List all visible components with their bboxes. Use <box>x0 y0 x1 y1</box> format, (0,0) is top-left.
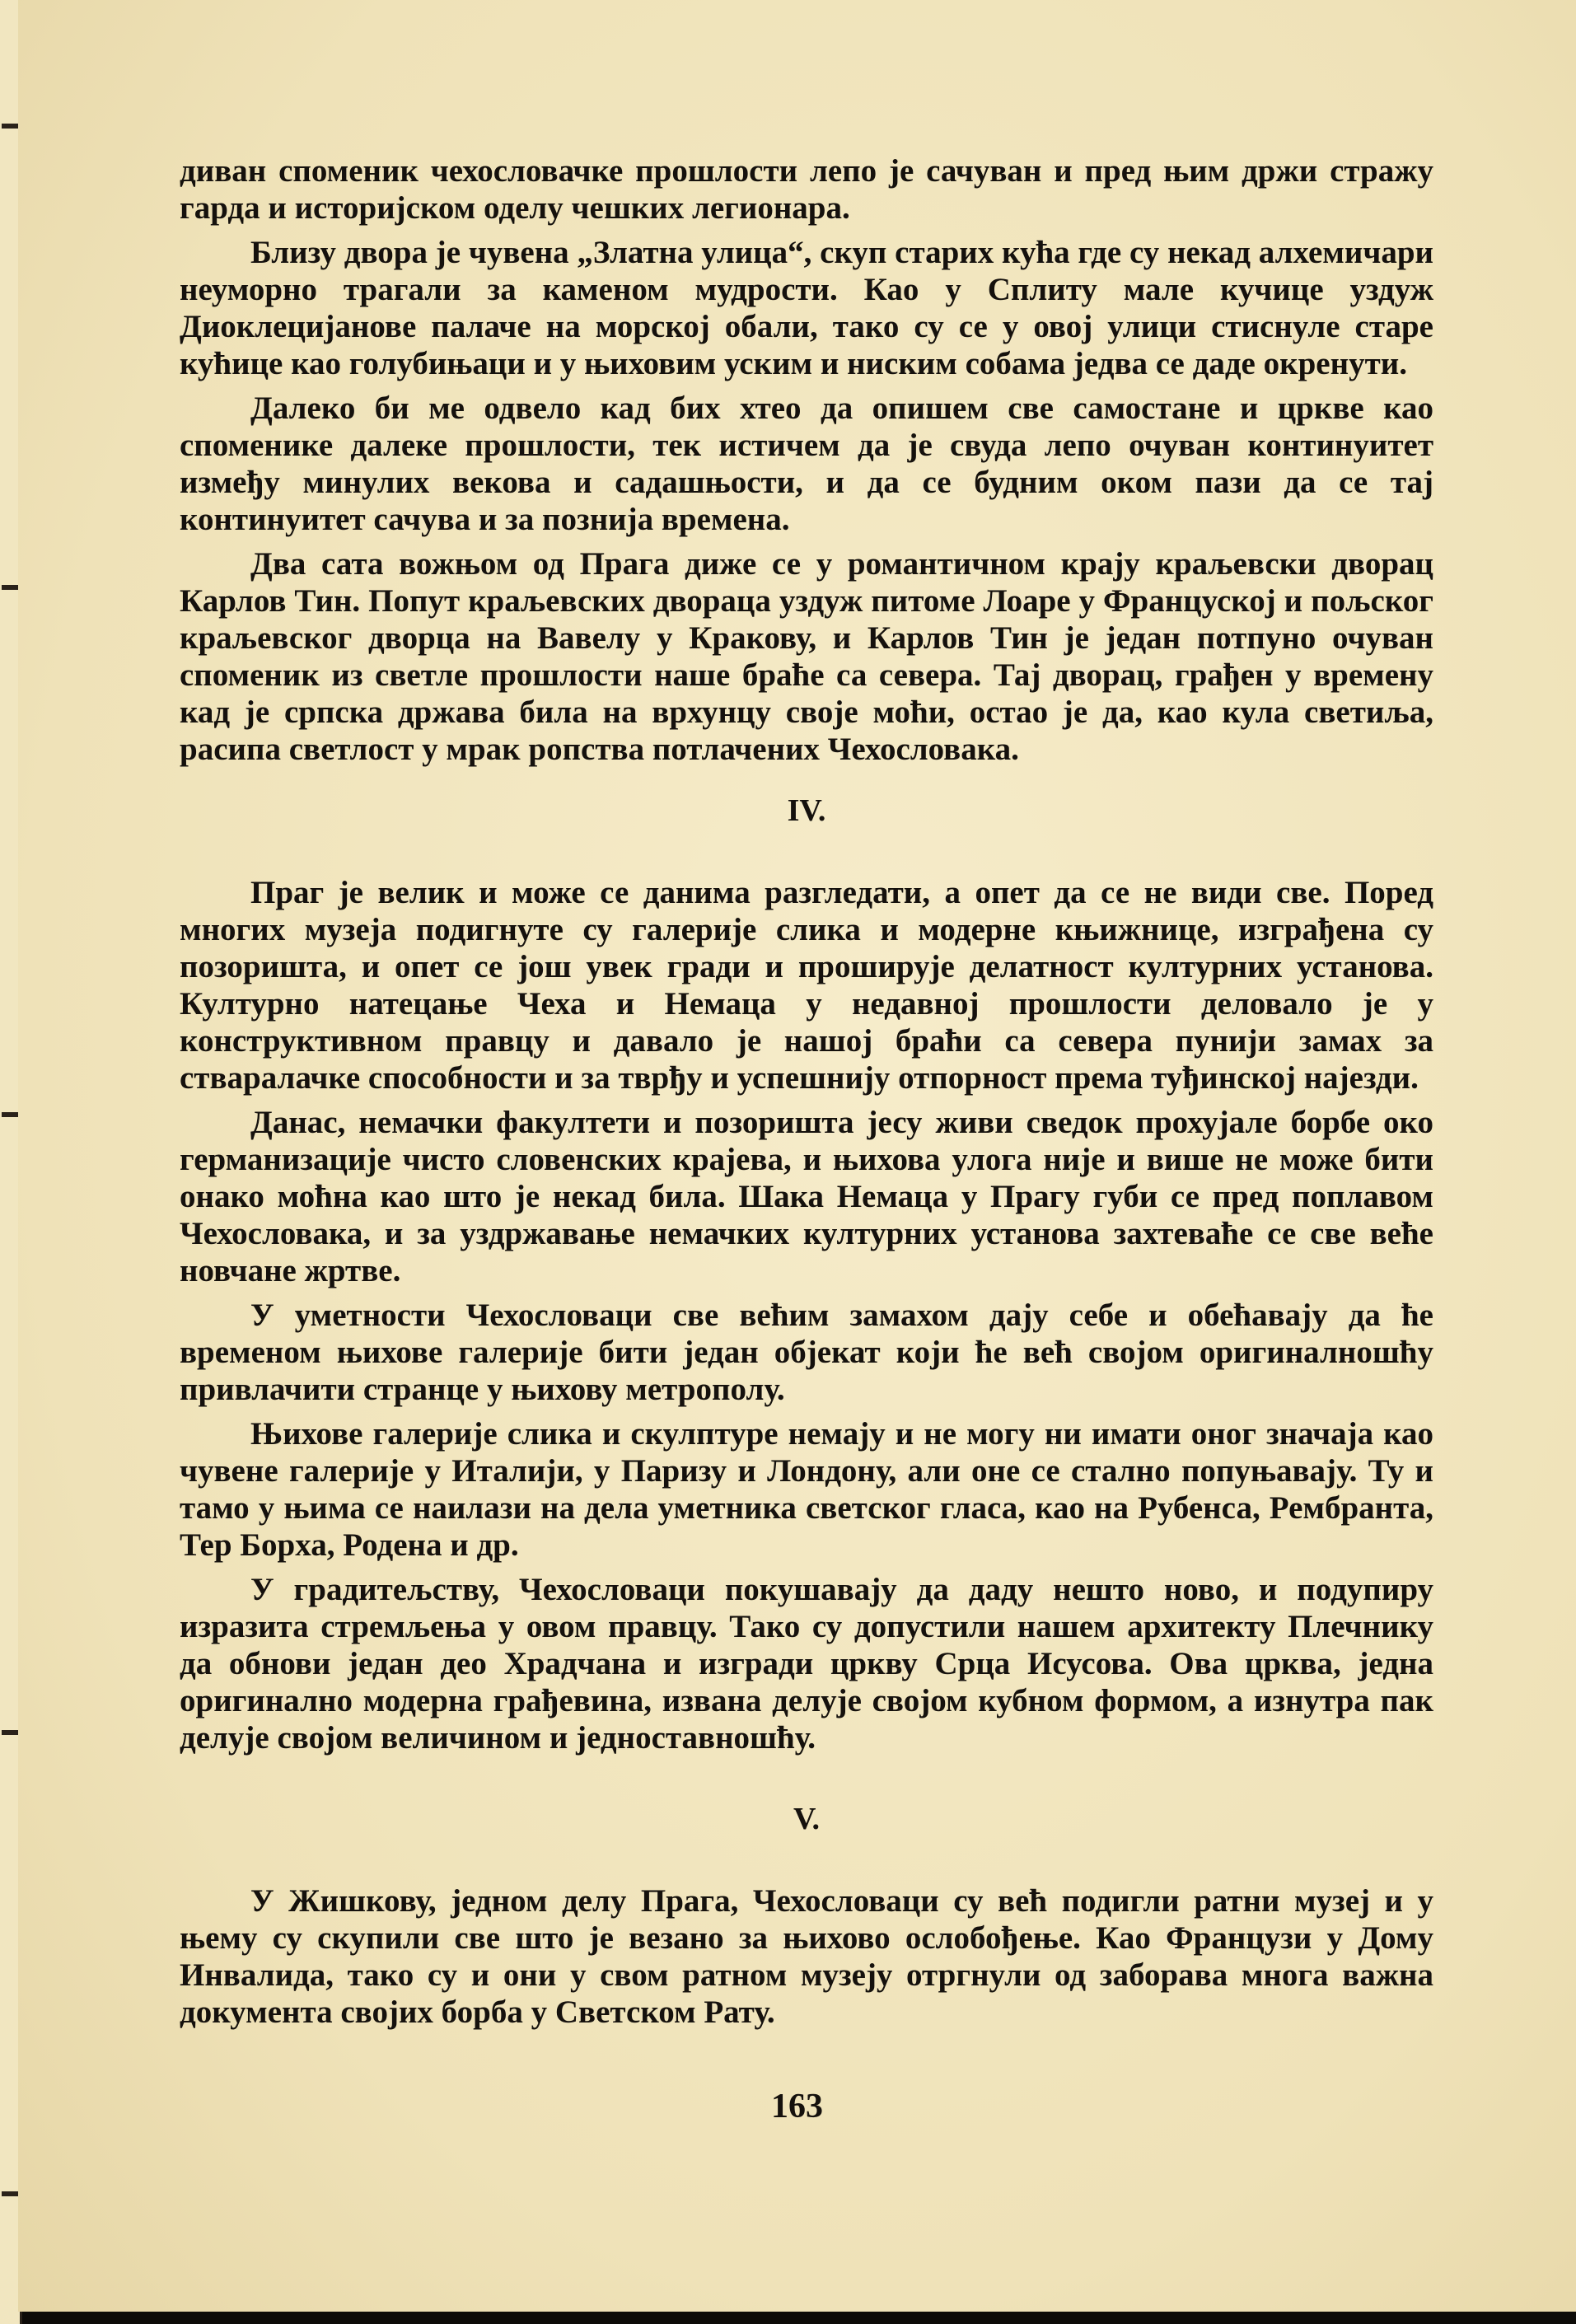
page-number: 163 <box>771 2088 823 2125</box>
paragraph: Далеко би ме одвело кад бих хтео да опишем све самостане и цркве као споменике далеке прошлости, тек истичем да је свуда лепо очуван континуитет између минулих векова и садашњости, и да се будним оком пази да се тај континуитет сачува и за познија времена. <box>180 390 1433 537</box>
book-page <box>18 0 1576 2312</box>
paragraph: Праг је велик и може се данима разгледати, а опет да се не види све. Поред многих музеја подигнуте су галерије слика и модерне књижнице, изграђена су позоришта, и опет се још увек гради и проширује делатност културних установа. Културно натецање Чеха и Немаца у недавној прошлости деловало је у конструктивном правцу и давало је нашој браћи са севера пунији замах за стваралачке способности и за тврђу и успешнију отпорност према туђинској најезди. <box>180 875 1433 1096</box>
paragraph: диван споменик чехословачке прошлости лепо је сачуван и пред њим држи стражу гарда и историјском оделу чешких легионара. <box>180 153 1433 226</box>
paragraph: Њихове галерије слика и скулптуре немају и не могу ни имати оног значаја као чувене галерије у Италији, у Паризу и Лондону, али оне се стално попуњавају. Ту и тамо у њима се наилази на дела уметника светског гласа, као на Рубенса, Рембранта, Тер Борха, Родена и др. <box>180 1416 1433 1563</box>
paragraph: У уметности Чехословаци све већим замахом дају себе и обећавају да ће временом њихове галерије бити један објекат који ће већ својом оригиналношћу привлачити странце у њихову метрополу. <box>180 1298 1433 1407</box>
paragraph: Близу двора је чувена „Златна улица“, скуп старих кућа где су некад алхемичари неуморно трагали за каменом мудрости. Као у Сплиту мале кучице уздуж Диоклецијанове палаче на морској обали, тако су се у овој улици стиснуле старе кућице као голубињаци и у њиховим уским и ниским собама једва се даде окренути. <box>180 235 1433 381</box>
section-heading-v: V. <box>793 1802 821 1836</box>
paragraph: У Жишкову, једном делу Прага, Чехословаци су већ подигли ратни музеј и у њему су скупили све што је везано за њихово ослобођење. Као Французи у Дому Инвалида, тако су и они у свом ратном музеју отргнули од заборава многа важна документа својих борба у Светском Рату. <box>180 1883 1433 2030</box>
page-body-text <box>180 152 1433 2038</box>
section-heading-iv: IV. <box>787 793 826 828</box>
paragraph: Два сата вожњом од Прага диже се у романтичном крају краљевски дворац Карлов Тин. Попут краљевских двораца уздуж питоме Лоаре у Француској и пољског краљевског дворца на Вавелу у Кракову, и Карлов Тин је један потпуно очуван споменик из светле прошлости наше браће са севера. Тај дворац, грађен у времену кад је српска држава била на врхунцу своје моћи, остао је да, као кула светиља, расипа светлост у мрак ропства потлачених Чехословака. <box>180 546 1433 767</box>
paragraph: У градитељству, Чехословаци покушавају да даду нешто ново, и подупиру изразита стремљења у овом правцу. Тако су допустили нашем архитекту Плечнику да обнови један део Храдчана и изгради цркву Срца Исусова. Ова црква, једна оригинално модерна грађевина, извана делује својом кубном формом, а изнутра пак делује својом величином и једноставношћу. <box>180 1572 1433 1756</box>
paragraph: Данас, немачки факултети и позоришта јесу живи сведок прохујале борбе око германизације чисто словенских крајева, и њихова улога није и више не може бити онако моћна као што је некад била. Шака Немаца у Прагу губи се пред поплавом Чехословака, и за уздржавање немачких културних установа захтеваће се све веће новчане жртве. <box>180 1105 1433 1288</box>
